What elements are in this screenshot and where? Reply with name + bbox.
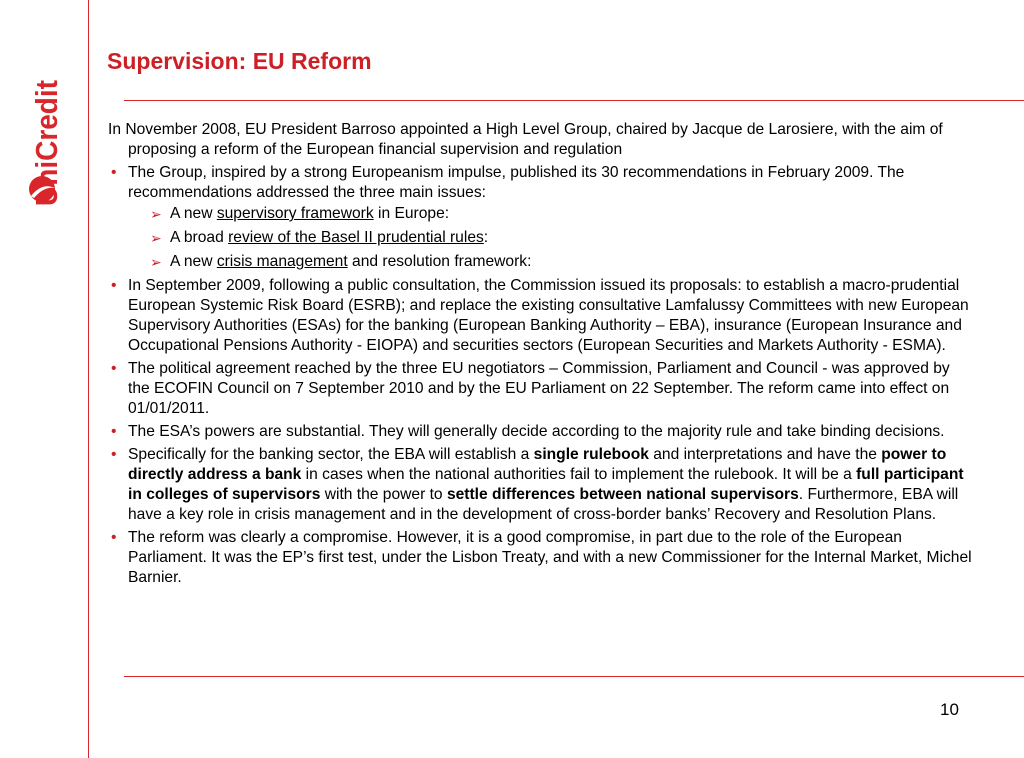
list-item: • The ESA’s powers are substantial. They will generally decide according to the majority rule and take binding decisions.	[108, 422, 974, 442]
sub-item-pre: A new	[170, 253, 217, 270]
left-red-rule	[88, 0, 89, 758]
bullet-text: The Group, inspired by a strong Europeanism impulse, published its 30 recommendations in February 2009. The recommendations addressed the three main issues:	[128, 164, 905, 201]
sub-item-post: in Europe:	[373, 205, 450, 222]
link-crisis-management[interactable]: crisis management	[216, 253, 348, 270]
unicredit-logo	[22, 36, 66, 206]
bold-run: full participant in colleges of supervisors	[128, 466, 964, 503]
sub-item-pre: A new	[170, 205, 217, 222]
sub-item	[128, 204, 974, 224]
text-run: in cases when the national authorities fail to implement the rulebook. It will be a	[301, 466, 857, 483]
sub-item	[128, 228, 974, 248]
slide-body	[108, 120, 974, 591]
page-number: 10	[940, 700, 959, 719]
sub-item-post: and resolution framework:	[347, 253, 532, 270]
unicredit-logo-icon	[22, 36, 66, 206]
svg-text:UniCredit: UniCredit	[29, 66, 64, 206]
slide-title: Supervision: EU Reform	[107, 48, 372, 74]
bottom-divider	[124, 676, 1024, 677]
sub-item	[128, 252, 974, 272]
bold-run: single rulebook	[533, 446, 649, 463]
sub-item-post: :	[483, 229, 489, 246]
text-run: . Furthermore, EBA will have a key role in crisis management and in the development of cross-border banks’ Recovery and Resolution Plans.	[128, 486, 959, 523]
link-basel-review[interactable]: review of the Basel II prudential rules	[228, 229, 484, 246]
list-item	[108, 445, 974, 525]
text-run: and interpretations and have the	[648, 446, 882, 463]
bold-run: power to directly address a bank	[128, 446, 947, 483]
text-run: with the power to	[320, 486, 447, 503]
sub-item-pre: A broad	[170, 229, 229, 246]
bold-run: settle differences between national supervisors	[446, 486, 799, 503]
intro-paragraph: In November 2008, EU President Barroso appointed a High Level Group, chaired by Jacque de Larosiere, with the aim of proposing a reform of the European financial supervision and regulation	[108, 121, 943, 158]
list-item: • The political agreement reached by the three EU negotiators – Commission, Parliament and Council - was approved by the ECOFIN Council on 7 September 2010 and by the EU Parliament on 22 September. The reform came into effect on 01/01/2011.	[108, 359, 974, 419]
list-item	[108, 163, 974, 272]
list-item: • In September 2009, following a public consultation, the Commission issued its proposals: to establish a macro-prudential European Systemic Risk Board (ESRB); and replace the existing consultative Lamfalussy Committees with new European Supervisory Authorities (ESAs) for the banking (European Banking Authority – EBA), insurance (European Insurance and Occupational Pensions Authority - EIOPA) and securities sectors (European Securities and Markets Authority - ESMA).	[108, 276, 974, 356]
link-supervisory-framework[interactable]: supervisory framework	[216, 205, 374, 222]
bullet-list	[108, 163, 974, 588]
top-divider	[124, 100, 1024, 101]
text-run: Specifically for the banking sector, the EBA will establish a	[128, 446, 534, 463]
sub-list	[128, 204, 974, 272]
list-item: • The reform was clearly a compromise. However, it is a good compromise, in part due to the role of the European Parliament. It was the EP’s first test, under the Lisbon Treaty, and with a new Commissioner for the Internal Market, Michel Barnier.	[108, 528, 974, 588]
